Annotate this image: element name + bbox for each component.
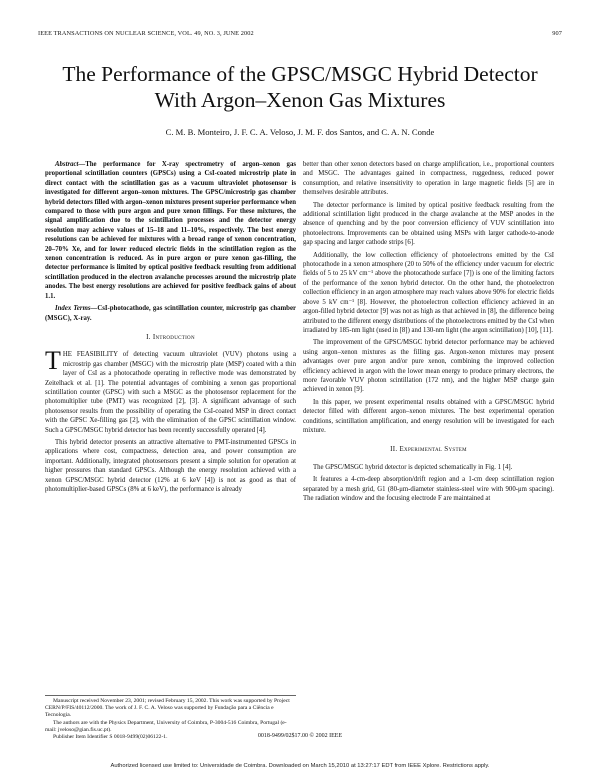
- experimental-paragraph-1: The GPSC/MSGC hybrid detector is depicted schematically in Fig. 1 [4].: [313, 463, 513, 471]
- abstract-text: The performance for X-ray spectrometry of argon–xenon gas proportional scintillation counters (GPSCs) using a CsI-coated microstrip plate in direct contact with the scintillation gas as a vacuum ultraviolet photosensor is investigated for different argon–xenon mixtures. The GPSC/microstrip gas chamber hybrid detectors filled with argon–xenon mixtures present superior performance when compared to those with pure argon and pure xenon fillings. For these mixtures, the signal amplification due to the scintillation processes and the detector energy resolution may achieve values of 15–18 and 11–10%, respectively. The best energy resolutions can be achieved for mixtures with a broad range of xenon concentration, 20–70% Xe, and for lower reduced electric fields in the scintillation region as the xenon concentration is reduced. As in pure argon or pure xenon gas-filling, the detector performance is limited by optical positive feedback resulting from additional scintillation produced in the electron avalanche processes around the microstrip plate anodes. The best energy resolutions are achieved for positive feedback gains of about 1.1.: [45, 161, 296, 300]
- paper-title: The Performance of the GPSC/MSGC Hybrid Detector With Argon–Xenon Gas Mixtures: [62, 62, 538, 112]
- right-column: [303, 160, 554, 506]
- author-list: C. M. B. Monteiro, J. F. C. A. Veloso, J. M. F. dos Santos, and C. A. N. Conde: [165, 127, 435, 137]
- footnote-manuscript: Manuscript received November 23, 2001; revised February 15, 2002. This work was supported by Project CERN/P/FIS/40112/2000. The work of J. F. C. A. Veloso was supported by Fundação para a Ciência e Tecnologia.: [45, 698, 290, 719]
- index-terms-label: Index Terms—: [55, 305, 98, 313]
- page-number: 907: [552, 30, 562, 37]
- intro-paragraph-7: In this paper, we present experimental results obtained with a GPSC/MSGC hybrid detector filled with different argon–xenon mixtures. The best experimental operation conditions, scintillation amplification, and energy resolution will be investigated for each mixture.: [303, 398, 554, 434]
- left-column: [45, 160, 296, 497]
- intro-paragraph-6: The improvement of the GPSC/MSGC hybrid detector performance may be achieved using argon–xenon mixtures as the filling gas. Argon-xenon mixtures may present advantages over pure argon and/or pure xenon, combining the improved collection efficiency achieved in argon with the lower mean energy to produce primary electrons, the more favorable VUV photon scintillation (172 nm), and the higher MSP charge gain achieved in xenon [9].: [303, 339, 554, 394]
- index-terms-text: CsI-photocathode, gas scintillation counter, microstrip gas chamber (MSGC), X-ray.: [45, 305, 296, 322]
- footnote-identifier: Publisher Item Identifier S 0018-9499(02)06122-1.: [53, 734, 168, 741]
- abstract-label: Abstract—: [55, 161, 86, 168]
- footnote-affiliation: The authors are with the Physics Department, University of Coimbra, P-3004-516 Coimbra, Portugal (e-mail: jveloso@gian.fis.uc.pt).: [45, 719, 287, 733]
- copyright-footer: 0018-9499/02$17.00 © 2002 IEEE: [257, 733, 343, 739]
- section-heading-experimental: II. Experimental System: [390, 445, 467, 454]
- intro-paragraph-2: This hybrid detector presents an attractive alternative to PMT-instrumented GPSCs in applications where cost, compactness, detection area, and power consumption are important. Additionally, integrated photosensors present a simple solution for operation at higher pressures than standard GPSCs. Although the energy resolution achieved with a xenon GPSC/MSGC hybrid detector (12% at 6 keV [4]) is not as good as that of photomultiplier-based GPSCs (8% at 6 keV), the performance is already: [45, 438, 296, 493]
- intro-paragraph-5: Additionally, the low collection efficiency of photoelectrons emitted by the CsI photocathode in a xenon atmosphere (20 to 50% of the efficiency under vacuum for electric fields of 5 to 25 kV cm⁻¹ above the photocathode surface [7]) is one of the limiting factors of the performance of the xenon hybrid detector. On the other hand, the photoelectron collection efficiency in an argon atmosphere may reach values above 90% for electric fields above 5 kV cm⁻¹ [8]. However, the photoelectron collection efficiency achieved in an argon-filled hybrid detector [9] was not as high as that achieved in [8], the difference being attributed to the different energy distributions of the photoelectrons emitted by the CsI when irradiated by 185-nm light (used in [8]) and 130-nm light (the argon scintillation) [10], [11].: [303, 251, 554, 334]
- section-heading-introduction: I. Introduction: [146, 332, 195, 341]
- experimental-paragraph-2: It features a 4-cm-deep absorption/drift region and a 1-cm deep scintillation region separated by a mesh grid, G1 (80-μm-diameter stainless-steel wire with 900-μm spacing). The radiation window and the focusing electrode F are maintained at: [303, 476, 554, 502]
- abstract: [45, 160, 296, 301]
- journal-name: IEEE TRANSACTIONS ON NUCLEAR SCIENCE, VOL. 49, NO. 3, JUNE 2002: [38, 30, 254, 37]
- license-notice: Authorized licensed use limited to: Universidade de Coimbra. Downloaded on March 15,2010 at 13:27:17 EDT from IEEE Xplore. Restrictions apply.: [110, 763, 490, 769]
- intro-paragraph-1: THE FEASIBILITY of detecting vacuum ultraviolet (VUV) photons using a microstrip gas chamber (MSGC) with the microstrip plate (MSP) coated with a thin layer of CsI as a photocathode operating in reflective mode was demonstrated by Zeitelhack et al. [1]. The potential advantages of combining a xenon gas proportional scintillation counter (GPSC) with such a MSGC as the photosensor replacement for the photomultiplier tube (PMT) was recognized [2], [3]. A significant advantage of such photosensor results from the possibility of operating the CsI-coated MSP in direct contact with the GPSC Xe-filling gas [2], with the elimination of the GPSC scintillation window. Such a GPSC/MSGC hybrid detector has been recently successfully operated [4].: [45, 346, 296, 434]
- intro-paragraph-4: The detector performance is limited by optical positive feedback resulting from the additional scintillation light produced in the charge avalanche at the MSP anodes in the absence of quenching and by the poor conversion efficiency of VUV scintillation into photoelectrons. Improvements can be obtained using MSPs with larger cathode-to-anode gap spacing and larger cathode strips [6].: [303, 201, 554, 247]
- running-header: [38, 30, 562, 37]
- index-terms: [45, 304, 296, 323]
- drop-cap: T: [45, 346, 61, 376]
- intro-paragraph-3: better than other xenon detectors based on charge amplification, i.e., proportional counters and MSGC. The advantages gained in compactness, ruggedness, reduced power consumption, and relative insensitivity to operation in large magnetic fields [5] are in themselves desirable attributes.: [303, 161, 554, 197]
